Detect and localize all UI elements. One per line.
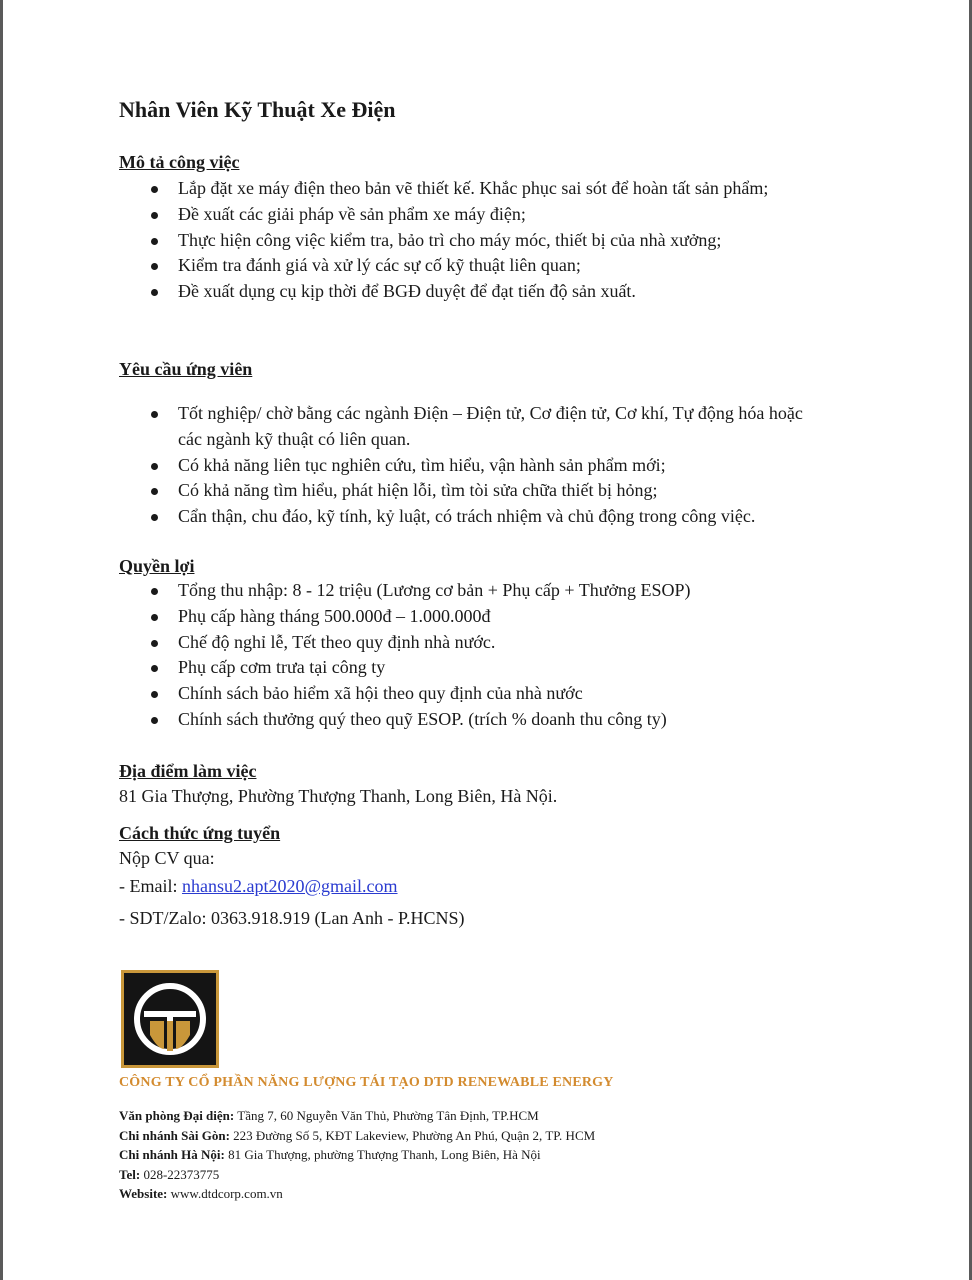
benefits-heading: Quyền lợi xyxy=(119,555,195,576)
apply-heading: Cách thức ứng tuyển xyxy=(119,822,281,843)
list-item: Chính sách bảo hiểm xã hội theo quy định của nhà nước xyxy=(119,681,879,707)
apply-intro: Nộp CV qua: xyxy=(119,847,215,868)
list-item: Tổng thu nhập: 8 - 12 triệu (Lương cơ bản + Phụ cấp + Thưởng ESOP) xyxy=(119,578,879,604)
list-item: Đề xuất các giải pháp về sản phẩm xe máy điện; xyxy=(119,202,879,228)
dtd-logo-icon xyxy=(121,970,219,1068)
apply-phone-line: - SDT/Zalo: 0363.918.919 (Lan Anh - P.HCNS) xyxy=(119,907,465,928)
list-item: Phụ cấp hàng tháng 500.000đ – 1.000.000đ xyxy=(119,604,879,630)
apply-email-line xyxy=(119,873,879,899)
list-item: Thực hiện công việc kiểm tra, bảo trì cho máy móc, thiết bị của nhà xưởng; xyxy=(119,228,879,254)
contact-hanoi-branch: Chi nhánh Hà Nội: 81 Gia Thượng, phường Thượng Thanh, Long Biên, Hà Nội xyxy=(119,1147,541,1162)
company-contacts xyxy=(119,1106,595,1204)
location-address: 81 Gia Thượng, Phường Thượng Thanh, Long Biên, Hà Nội. xyxy=(119,785,558,806)
requirements-heading: Yêu cầu ứng viên xyxy=(119,358,253,379)
dtd-logo-graphic xyxy=(124,973,216,1065)
job-description-list xyxy=(119,176,879,305)
list-item: Tốt nghiệp/ chờ bằng các ngành Điện – Điện tử, Cơ điện tử, Cơ khí, Tự động hóa hoặc các ngành kỹ thuật có liên quan. xyxy=(119,401,879,453)
contact-office: Văn phòng Đại diện: Tầng 7, 60 Nguyễn Văn Thủ, Phường Tân Định, TP.HCM xyxy=(119,1108,539,1123)
company-name: CÔNG TY CỔ PHẦN NĂNG LƯỢNG TÁI TẠO DTD RENEWABLE ENERGY xyxy=(119,1075,614,1090)
list-item: Có khả năng liên tục nghiên cứu, tìm hiểu, vận hành sản phẩm mới; xyxy=(119,453,879,479)
page-frame-left xyxy=(0,0,3,1280)
page-title: Nhân Viên Kỹ Thuật Xe Điện xyxy=(119,97,396,122)
list-item: Kiểm tra đánh giá và xử lý các sự cố kỹ thuật liên quan; xyxy=(119,253,879,279)
requirements-list xyxy=(119,401,879,530)
email-label: - Email: xyxy=(119,875,182,896)
list-item: Đề xuất dụng cụ kịp thời để BGĐ duyệt để đạt tiến độ sản xuất. xyxy=(119,279,879,305)
list-item: Lắp đặt xe máy điện theo bản vẽ thiết kế. Khắc phục sai sót để hoàn tất sản phẩm; xyxy=(119,176,879,202)
list-item: Chế độ nghỉ lễ, Tết theo quy định nhà nước. xyxy=(119,630,879,656)
contact-tel: Tel: 028-22373775 xyxy=(119,1166,220,1182)
document-page xyxy=(119,96,879,931)
job-description-heading: Mô tả công việc xyxy=(119,152,240,172)
list-item: Phụ cấp cơm trưa tại công ty xyxy=(119,655,879,681)
benefits-list xyxy=(119,578,879,733)
contact-saigon-branch: Chi nhánh Sài Gòn: 223 Đường Số 5, KĐT Lakeview, Phường An Phú, Quận 2, TP. HCM xyxy=(119,1127,596,1143)
location-heading: Địa điểm làm việc xyxy=(119,760,257,781)
list-item: Chính sách thưởng quý theo quỹ ESOP. (trích % doanh thu công ty) xyxy=(119,707,879,733)
contact-website: Website: www.dtdcorp.com.vn xyxy=(119,1186,283,1201)
list-item: Có khả năng tìm hiểu, phát hiện lỗi, tìm tòi sửa chữa thiết bị hỏng; xyxy=(119,478,879,504)
list-item: Cẩn thận, chu đáo, kỹ tính, kỷ luật, có trách nhiệm và chủ động trong công việc. xyxy=(119,504,879,530)
email-link[interactable]: nhansu2.apt2020@gmail.com xyxy=(181,875,398,896)
